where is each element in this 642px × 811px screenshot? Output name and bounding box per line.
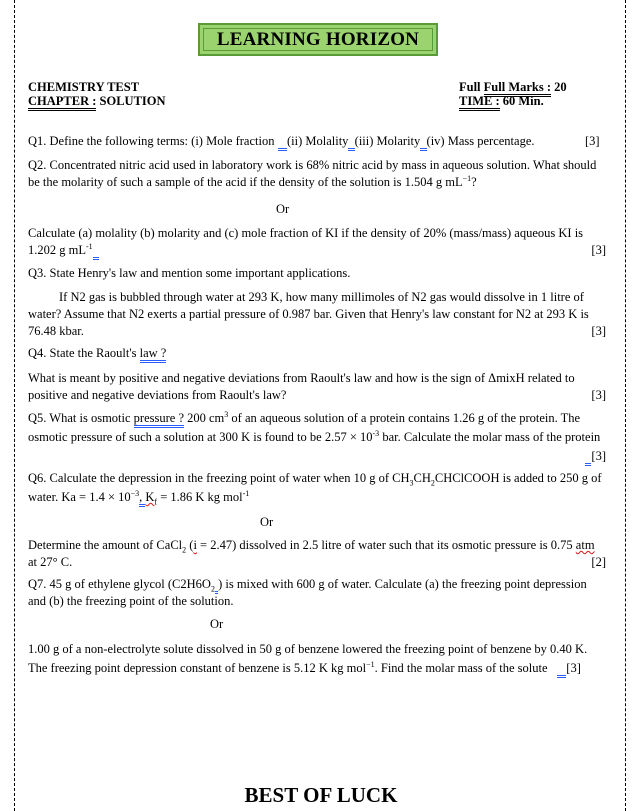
full-marks: Full Full Marks : 20	[459, 80, 567, 94]
q2-marks: [3]	[591, 243, 606, 257]
question-4: Q4. State the Raoult's law ?	[28, 345, 606, 362]
chapter-line: CHAPTER : SOLUTION	[28, 94, 166, 108]
test-name: CHEMISTRY TEST	[28, 80, 140, 94]
question-7: Q7. 45 g of ethylene glycol ($C2H6O_2$ ) is mixed with 600 g of water. Calculate (a) the freezing point depression and (b) the freezing point of the solution.	[28, 577, 587, 608]
marks-value: 20	[554, 80, 567, 94]
question-2-alt: Calculate (a) molality (b) molarity and (c) mole fraction of KI if the density of 20% (mass/mass) aqueous KI is 1.202 g $mL^{-1}$ [3]	[28, 225, 606, 259]
q3-marks: [3]	[591, 324, 606, 338]
question-7-alt: 1.00 g of a non-electrolyte solute dissolved in 50 g of benzene lowered the freezing point of benzene by 0.40 K. The freezing point depression constant of benzene is 5.12 K kg mol$^{-1}$. Find the molar mass of the solute [3]	[28, 640, 606, 678]
question-3-problem: If N2 gas is bubbled through water at 293 K, how many millimoles of N2 gas would dissolve in 1 litre of water? Assume that N2 exerts a partial pressure of 0.987 bar. Given that Henry's law constant for N2 at 293 K is 76.48 kbar. [3]	[28, 290, 606, 338]
or-divider-1: Or	[276, 202, 290, 216]
q6-marks: [2]	[591, 555, 606, 569]
question-4-part: What is meant by positive and negative deviations from Raoult's law and how is the sign of ΔmixH related to positive and negative deviations from Raoult's law? [3]	[28, 371, 606, 402]
or-divider-3: Or	[210, 617, 224, 631]
time-line: TIME : 60 Min.	[459, 94, 544, 108]
or-divider-2: Or	[260, 515, 274, 529]
q1-marks: [3]	[585, 134, 600, 148]
marks-label: Full Marks :	[484, 80, 551, 97]
q5-marks: [3]	[591, 449, 606, 463]
page-title: LEARNING HORIZON	[216, 28, 420, 50]
title-banner	[198, 23, 438, 56]
question-1: Q1. Define the following terms: (i) Mole fraction (ii) Molality (iii) Molarity (iv) Mass percentage. [3]	[28, 133, 606, 150]
question-5: Q5. What is osmotic pressure ? 200 $cm^3$ of an aqueous solution of a protein contains 1.26 g of the protein. The osmotic pressure of such a solution at 300 K is found to be $2.57 \times 10^{-3}$ bar. Calculate the molar mass of the protein [3]	[28, 409, 606, 466]
footer-message: BEST OF LUCK	[244, 783, 398, 807]
page-border	[14, 0, 626, 811]
q7-marks: [3]	[566, 661, 581, 675]
question-6: Q6. Calculate the depression in the freezing point of water when 10 g of $CH_3CH_2CHClCOOH$ is added to 250 g of water. $Ka = 1.4 \times 10^{-3}$, $K_f = 1.86$ K kg mol$^{-1}$	[28, 471, 602, 507]
question-3: Q3. State Henry's law and mention some important applications.	[28, 266, 351, 280]
q4-marks: [3]	[591, 388, 606, 402]
question-2: Q2. Concentrated nitric acid used in laboratory work is 68% nitric acid by mass in aqueous solution. What should be the molarity of such a sample of the acid if the density of the solution is 1.504 g $mL^{-1}$?	[28, 158, 597, 189]
question-6-alt: Determine the amount of CaCl$_2$ (i = 2.47) dissolved in 2.5 litre of water such that its osmotic pressure is 0.75 atm at 27° C. [2]	[28, 538, 606, 569]
